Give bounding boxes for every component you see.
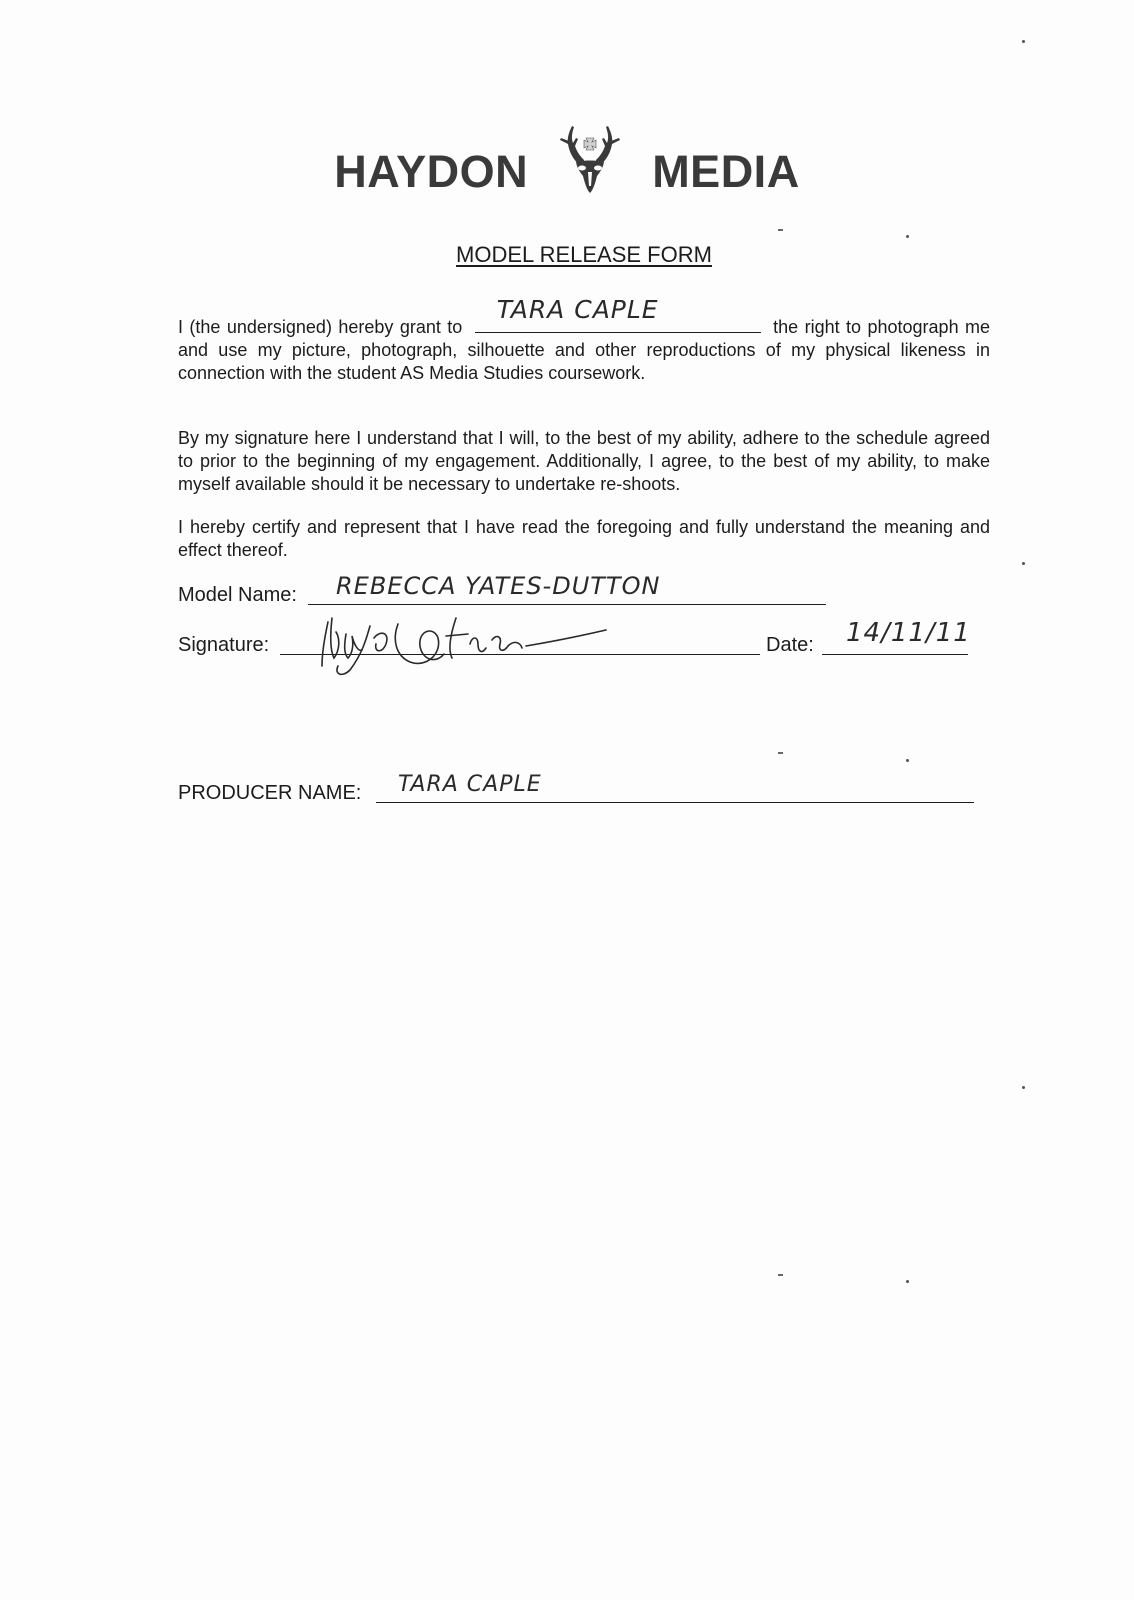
scan-speck (778, 229, 783, 231)
date-label: Date: (766, 634, 814, 656)
scan-speck (906, 235, 909, 238)
grant-paragraph (178, 295, 991, 385)
scan-speck (906, 759, 909, 762)
form-title: MODEL RELEASE FORM (456, 242, 712, 267)
brand-left-word: HAYDON (334, 146, 529, 197)
producer-line (376, 802, 974, 803)
producer-row (178, 782, 361, 805)
model-name-handwriting: REBECCA YATES-DUTTON (336, 572, 661, 600)
producer-handwriting: TARA CAPLE (398, 772, 542, 797)
brand-right-word: MEDIA (652, 146, 800, 197)
scan-speck (778, 1274, 783, 1276)
scan-speck (906, 1280, 909, 1283)
scan-speck (1022, 1086, 1025, 1089)
model-name-label: Model Name: (178, 584, 297, 606)
signature-row (178, 634, 269, 657)
model-name-row (178, 584, 297, 607)
brand-header (0, 118, 1134, 198)
grant-text-after: the right to photograph me and use my picture, photograph, silhouette and other reproductions of my physical likeness in connection with the student AS Media Studies coursework. (178, 317, 991, 383)
date-row (766, 634, 814, 657)
schedule-paragraph: By my signature here I understand that I will, to the best of my ability, adhere to the schedule agreed to prior to the beginning of my engagement. Additionally, I agree, to the best of my ability, to make myself available should it be necessary to undertake re-shoots. (178, 428, 990, 494)
scan-speck (778, 752, 783, 754)
date-handwriting: 14/11/11 (846, 618, 971, 648)
grant-text-before: I (the undersigned) hereby grant to (178, 317, 463, 337)
scan-speck (1022, 40, 1025, 43)
grantee-field (475, 295, 761, 333)
grantee-handwriting: TARA CAPLE (496, 295, 659, 324)
scan-speck (1022, 562, 1025, 565)
producer-label: PRODUCER NAME: (178, 782, 362, 804)
signature-label: Signature: (178, 634, 270, 656)
stag-head-icon (540, 118, 640, 198)
signature-image (310, 610, 630, 682)
date-line (822, 654, 968, 655)
certify-paragraph: I hereby certify and represent that I have read the foregoing and fully understand the meaning and effect thereof. (178, 517, 990, 560)
model-name-line (308, 604, 826, 605)
